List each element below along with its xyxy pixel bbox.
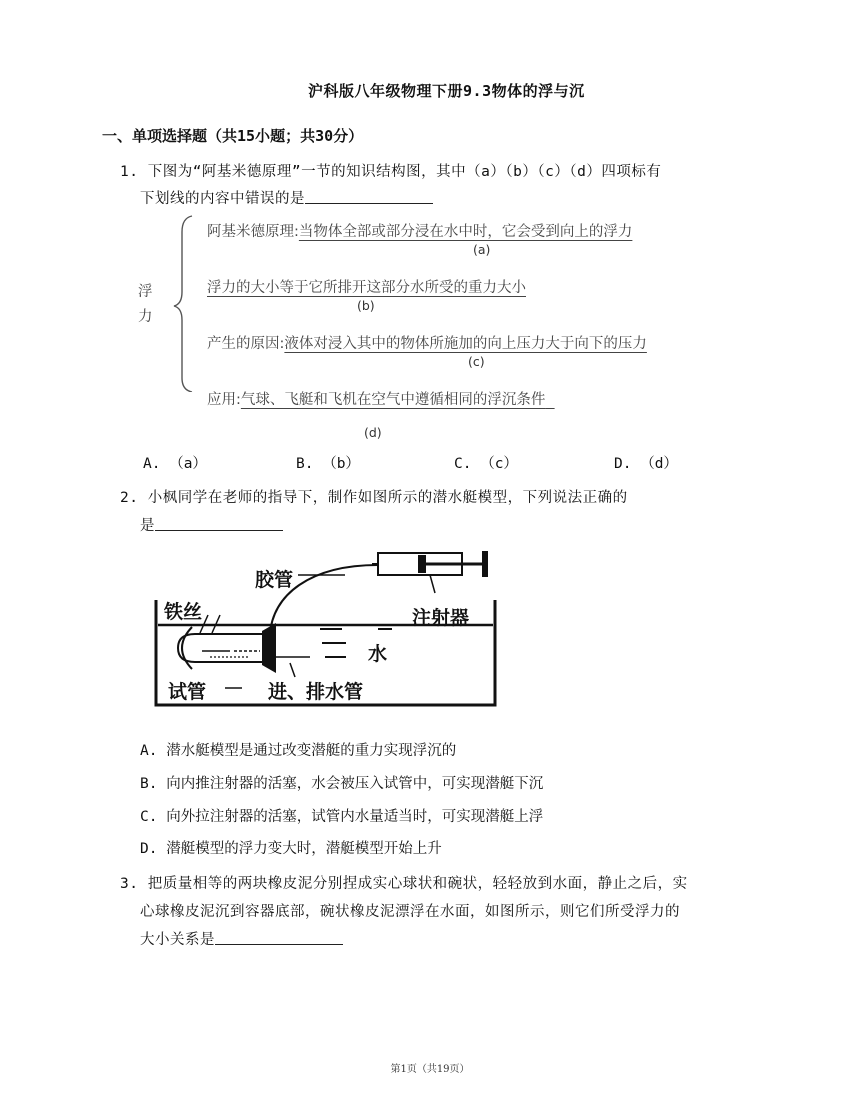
q1-row-a-text: 当物体全部或部分浸在水中时，它会受到向上的浮力	[298, 224, 633, 240]
q1-option-b-key: B.	[296, 456, 314, 472]
q1-letter-d: (d)	[364, 425, 382, 440]
q1-row-a	[207, 220, 632, 241]
q1-brace	[170, 212, 200, 392]
q1-option-b[interactable]	[296, 452, 360, 473]
q1-row-a-prefix: 阿基米德原理:	[207, 224, 299, 240]
q1-option-c-key: C.	[454, 456, 472, 472]
q2-option-b[interactable]	[140, 772, 543, 793]
q2-stem-line1: 2. 小枫同学在老师的指导下，制作如图所示的潜水艇模型，下列说法正确的	[120, 490, 628, 506]
q1-letter-a: (a)	[473, 242, 491, 257]
q1-option-d[interactable]	[614, 452, 678, 473]
q1-row-b-text: 浮力的大小等于它所排开这部分水所受的重力大小	[207, 280, 526, 296]
q2-label-water: 水	[368, 643, 388, 665]
q1-option-a-text: （a）	[169, 456, 207, 472]
q2-option-b-key: B.	[140, 776, 158, 792]
q2-option-c-text: 向外拉注射器的活塞，试管内水量适当时，可实现潜艇上浮	[166, 809, 544, 825]
q1-stem-line2	[140, 187, 433, 208]
q1-stem-line1: 1. 下图为“阿基米德原理”一节的知识结构图，其中（a）（b）（c）（d）四项标有	[120, 164, 662, 180]
q1-row-c-prefix: 产生的原因:	[207, 336, 285, 352]
q1-letter-c: (c)	[468, 354, 485, 369]
q1-row-d	[207, 388, 555, 409]
q1-brace-label-2: 力	[138, 309, 153, 325]
q1-option-d-key: D.	[614, 456, 632, 472]
q1-option-a-key: A.	[143, 456, 161, 472]
q2-stem-line2	[140, 514, 283, 535]
q2-option-a-text: 潜水艇模型是通过改变潜艇的重力实现浮沉的	[166, 743, 457, 759]
q1-stem-text: 下划线的内容中错误的是	[140, 191, 305, 207]
q1-row-d-text: 气球、飞艇和飞机在空气中遵循相同的浮沉条件	[240, 392, 546, 408]
q1-option-a[interactable]	[143, 452, 207, 473]
q1-row-d-prefix: 应用:	[207, 392, 241, 408]
page-footer: 第1页（共19页）	[390, 1064, 470, 1075]
q2-option-b-text: 向内推注射器的活塞，水会被压入试管中，可实现潜艇下沉	[166, 776, 544, 792]
q1-option-b-text: （b）	[322, 456, 360, 472]
q3-stem-line1: 3. 把质量相等的两块橡皮泥分别捏成实心球状和碗状，轻轻放到水面，静止之后，实	[120, 876, 688, 892]
q2-option-a-key: A.	[140, 743, 158, 759]
q2-answer-blank	[155, 516, 283, 531]
q2-label-tube: 试管	[168, 681, 207, 703]
q2-option-d[interactable]	[140, 837, 442, 858]
q1-option-d-text: （d）	[640, 456, 678, 472]
q2-option-c[interactable]	[140, 805, 543, 826]
q3-answer-blank	[215, 930, 343, 945]
section-heading: 一、单项选择题（共15小题；共30分）	[102, 127, 364, 145]
q1-row-b	[207, 276, 526, 297]
document-title: 沪科版八年级物理下册9.3物体的浮与沉	[308, 82, 585, 100]
q1-row-c	[207, 332, 647, 353]
q2-submarine-figure	[150, 545, 500, 710]
q1-row-c-text: 液体对浸入其中的物体所施加的向上压力大于向下的压力	[284, 336, 647, 352]
q3-stem-text: 大小关系是	[140, 932, 215, 948]
q1-brace-label-1: 浮	[138, 284, 153, 300]
q2-option-a[interactable]	[140, 739, 456, 760]
q1-option-c-text: （c）	[480, 456, 518, 472]
q2-label-drain: 进、排水管	[268, 681, 364, 703]
q2-label-hose: 胶管	[255, 569, 294, 591]
q1-letter-b: (b)	[357, 298, 375, 313]
q2-option-c-key: C.	[140, 809, 158, 825]
q3-stem-line2: 心球橡皮泥沉到容器底部，碗状橡皮泥漂浮在水面，如图所示，则它们所受浮力的	[140, 904, 680, 920]
q2-label-wire: 铁丝	[164, 601, 203, 623]
q2-stem-text: 是	[140, 518, 155, 534]
q2-label-syringe: 注射器	[412, 607, 470, 629]
q1-option-c[interactable]	[454, 452, 518, 473]
q2-option-d-text: 潜艇模型的浮力变大时，潜艇模型开始上升	[166, 841, 442, 857]
q3-stem-line3	[140, 928, 343, 949]
q2-option-d-key: D.	[140, 841, 158, 857]
q1-answer-blank	[305, 189, 433, 204]
